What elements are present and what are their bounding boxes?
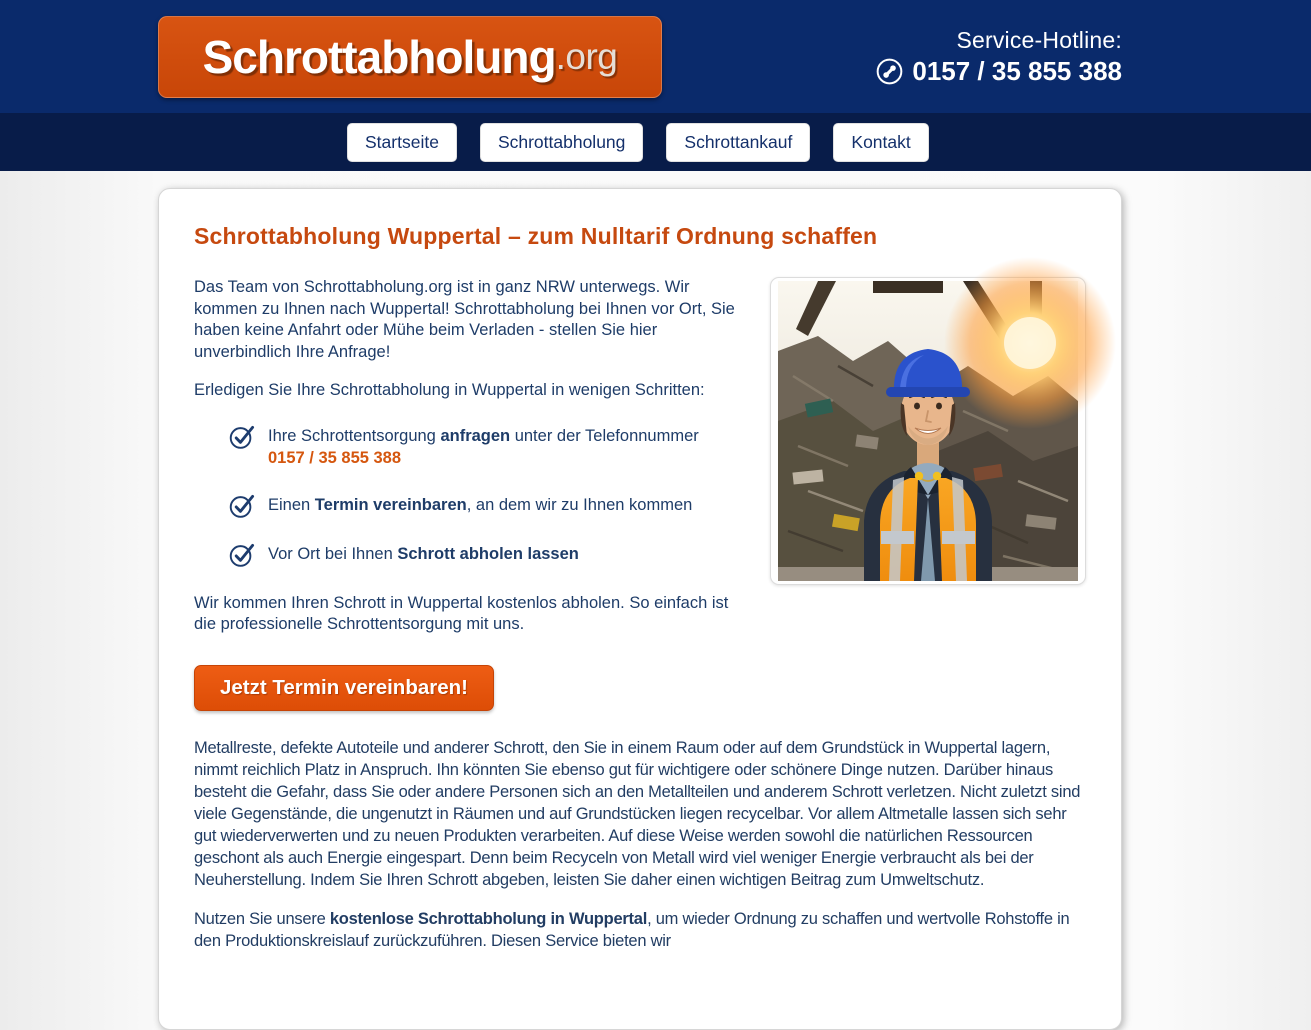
page-title: Schrottabholung Wuppertal – zum Nulltarif Ordnung schaffen [194, 223, 878, 249]
outro-text: , um wieder Ordnung zu schaffen und wertvolle Rohstoffe in den Produktionskreislauf zurückzuführen. Diesen Service bieten wir [194, 909, 1070, 950]
nav-item-schrottankauf[interactable]: Schrottankauf [666, 123, 810, 162]
checklist-text-bold: anfragen [440, 426, 511, 445]
content-card [158, 188, 1122, 1030]
check-circle-icon [229, 424, 255, 470]
checklist-text-bold: Schrott abholen lassen [397, 544, 579, 563]
check-circle-icon [229, 493, 255, 519]
checklist-text: Ihre Schrottentsorgung [268, 426, 441, 445]
check-circle-icon [229, 542, 255, 568]
nav-item-schrottabholung[interactable]: Schrottabholung [480, 123, 643, 162]
checklist-text: unter der Telefonnummer [510, 426, 699, 445]
worker-photo [770, 277, 1086, 585]
phone-circle-icon [876, 58, 903, 85]
outro-paragraph [194, 908, 1086, 952]
nav-item-kontakt[interactable]: Kontakt [833, 123, 928, 162]
logo-suffix: .org [555, 35, 618, 77]
outro-text-bold: kostenlose Schrottabholung in Wuppertal [329, 909, 648, 928]
logo-text: Schrottabholung [202, 30, 556, 83]
outro-text: Nutzen Sie unsere [194, 909, 330, 928]
hotline-block [876, 27, 1122, 87]
body-paragraph: Metallreste, defekte Autoteile und anderer Schrott, den Sie in einem Raum oder auf dem Grundstück in Wuppertal lagern, nimmt reichlich Platz in Anspruch. Ihn könnten Sie ebenso gut für wichtigere oder schönere Dinge nutzen. Darüber hinaus besteht die Gefahr, dass Sie oder andere Personen sich an den Metallteilen und anderem Schrott verletzen. Nicht zuletzt sind viele Gegenstände, die ungenutzt in Räumen und auf Grundstücken liegen recycelbar. Vor allem Altmetalle lassen sich sehr gut wiederverwerten und zu neuen Produkten verarbeiten. Auf diese Weise werden sowohl die natürlichen Ressourcen geschont als auch Energie eingespart. Denn beim Recyceln von Metall wird viel weniger Energie verbraucht als bei der Neuherstellung. Indem Sie Ihren Schrott abgeben, leisten Sie daher einen wichtigen Beitrag zum Umweltschutz. [194, 738, 1081, 889]
checklist-item [229, 495, 746, 519]
nav-item-startseite[interactable]: Startseite [347, 123, 457, 162]
checklist-text: , an dem wir zu Ihnen kommen [466, 495, 693, 514]
intro-paragraph: Das Team von Schrottabholung.org ist in ganz NRW unterwegs. Wir kommen zu Ihnen nach Wuppertal! Schrottabholung bei Ihnen vor Ort, Sie haben keine Anfahrt oder Mühe beim Verladen - stellen Sie hier unverbindlich Ihre Anfrage! [194, 278, 735, 361]
hotline-number[interactable]: 0157 / 35 855 388 [912, 55, 1122, 86]
summary-paragraph: Wir kommen Ihren Schrott in Wuppertal kostenlos abholen. So einfach ist die professionelle Schrottentsorgung mit uns. [194, 593, 729, 633]
checklist-text: Vor Ort bei Ihnen [268, 544, 398, 563]
logo[interactable] [158, 16, 662, 98]
checklist-text: Einen [268, 495, 315, 514]
steps-intro: Erledigen Sie Ihre Schrottabholung in Wuppertal in wenigen Schritten: [194, 381, 705, 399]
hotline-label: Service-Hotline: [956, 26, 1122, 53]
checklist [229, 426, 746, 568]
checklist-item [229, 544, 746, 568]
appointment-cta-button[interactable]: Jetzt Termin vereinbaren! [194, 665, 494, 711]
checklist-phone-number[interactable]: 0157 / 35 855 388 [268, 449, 402, 467]
checklist-item [229, 426, 746, 470]
checklist-text-bold: Termin vereinbaren [314, 495, 467, 514]
header [0, 0, 1311, 113]
main-nav [0, 113, 1311, 171]
